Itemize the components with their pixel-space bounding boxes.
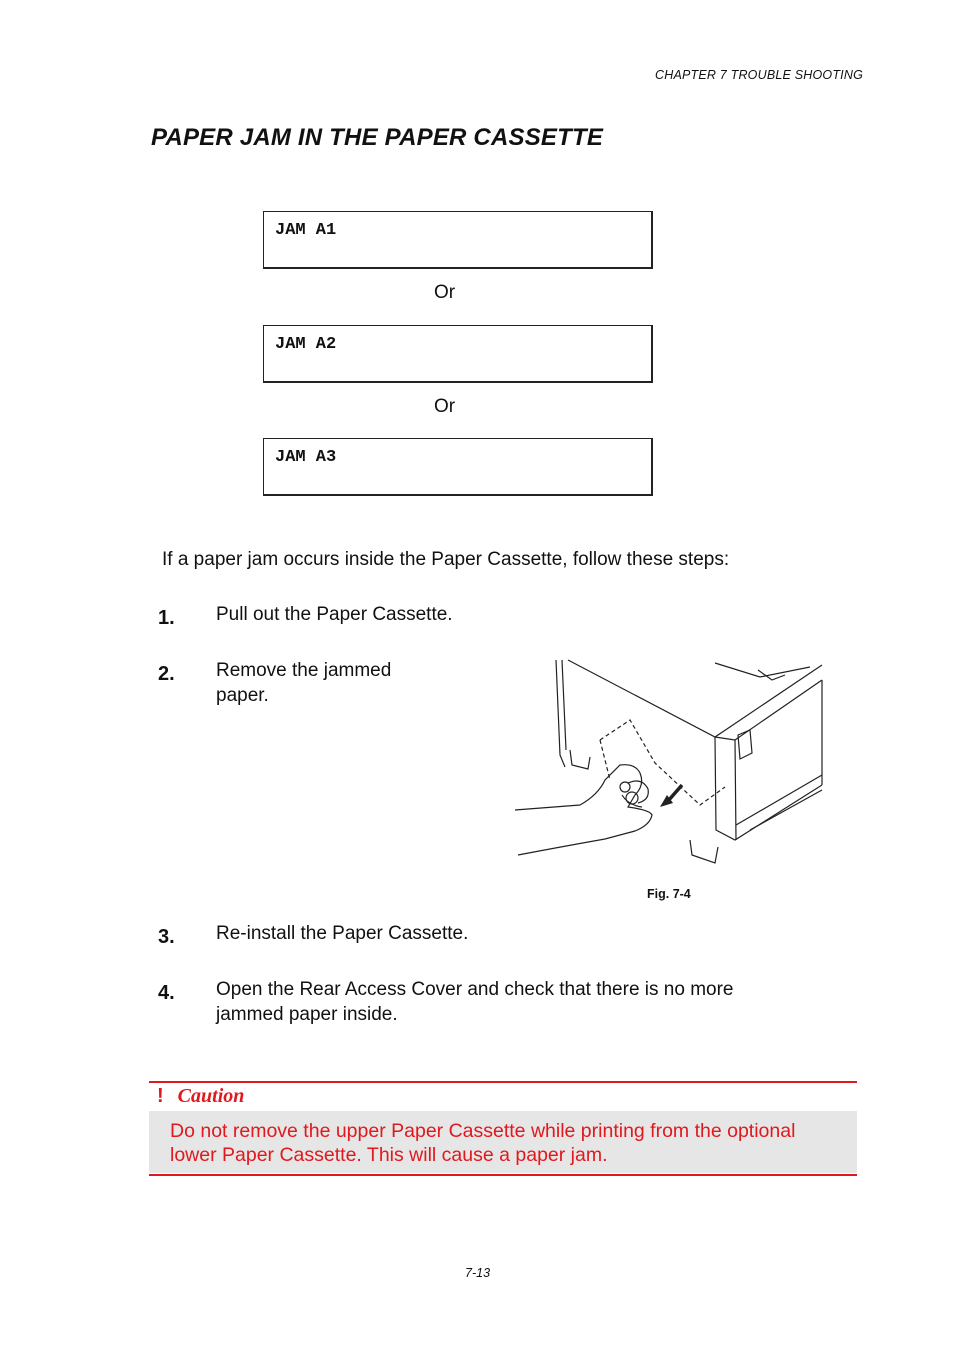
step-line: jammed paper inside. xyxy=(216,1004,398,1025)
step-line: Open the Rear Access Cover and check that there is no more xyxy=(216,979,734,1000)
or-label: Or xyxy=(434,282,456,303)
lcd-display-jam-a1 xyxy=(263,211,653,269)
figure-caption: Fig. 7-4 xyxy=(647,887,691,901)
step-number: 1. xyxy=(158,607,175,629)
step-text xyxy=(216,602,453,627)
caution-header xyxy=(157,1085,244,1108)
lcd-message: JAM A2 xyxy=(275,335,337,354)
step-number: 4. xyxy=(158,982,175,1004)
lcd-display-jam-a3 xyxy=(263,438,653,496)
chapter-header: CHAPTER 7 TROUBLE SHOOTING xyxy=(654,68,863,82)
caution-text xyxy=(149,1111,857,1173)
caution-line: Do not remove the upper Paper Cassette while printing from the optional xyxy=(170,1120,796,1142)
step-line: Remove the jammed xyxy=(216,660,392,681)
step-text xyxy=(216,921,468,946)
caution-line: lower Paper Cassette. This will cause a paper jam. xyxy=(170,1144,608,1166)
step-line: paper. xyxy=(216,685,269,706)
lcd-message: JAM A1 xyxy=(275,221,337,240)
step-line: Re-install the Paper Cassette. xyxy=(216,923,469,944)
lcd-display-jam-a2 xyxy=(263,325,653,383)
step-text xyxy=(216,977,734,1027)
step-text xyxy=(216,658,391,708)
or-label: Or xyxy=(434,396,456,417)
page-number: 7-13 xyxy=(465,1266,491,1280)
caution-icon: ! xyxy=(157,1085,164,1107)
step-line: Pull out the Paper Cassette. xyxy=(216,604,453,625)
page-title: PAPER JAM IN THE PAPER CASSETTE xyxy=(151,124,604,151)
intro-text: If a paper jam occurs inside the Paper Cassette, follow these steps: xyxy=(162,549,730,570)
lcd-message: JAM A3 xyxy=(275,448,337,467)
step-number: 2. xyxy=(158,663,175,685)
printer-illustration xyxy=(510,655,830,880)
step-number: 3. xyxy=(158,926,175,948)
caution-label: Caution xyxy=(177,1085,245,1107)
